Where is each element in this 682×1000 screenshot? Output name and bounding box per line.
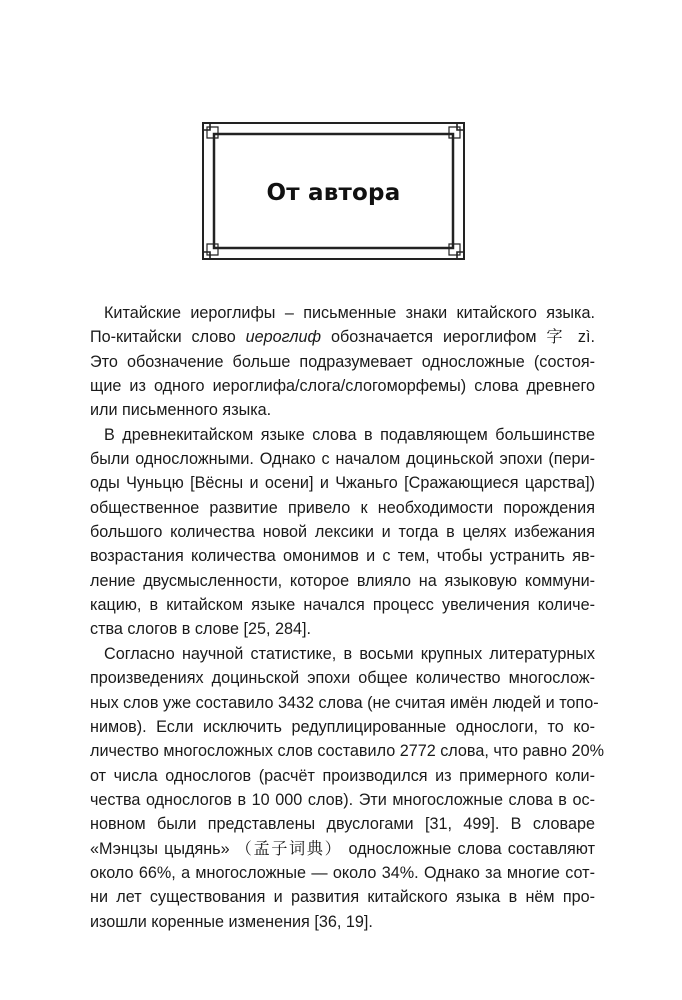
paragraph-3-line: от числа однослогов (расчёт производился из примерного коли- xyxy=(90,766,595,785)
chapter-title: От автора xyxy=(266,180,401,206)
paragraph-2-line: большого количества новой лексики и тогда в целях избежания xyxy=(90,523,595,542)
paragraph-2-line: оды Чуньцю [Вёсны и осени] и Чжаньго [Сражающиеся царства]) xyxy=(90,474,595,493)
paragraph-3-line: нимов). Если исключить редуплицированные однослоги, то ко- xyxy=(90,717,595,736)
body-text xyxy=(90,301,604,934)
paragraph-2-line: кацию, в китайском языке начался процесс увеличения количе- xyxy=(90,596,595,615)
paragraph-2-line: ление двусмысленности, которое влияло на языковую коммуни- xyxy=(90,571,595,590)
paragraph-3-line: «Мэнцзы цыдянь» （孟子词典） односложные слова составляют xyxy=(90,839,595,858)
paragraph-1-line: Это обозначение больше подразумевает односложные (состоя- xyxy=(90,352,595,371)
paragraph-2-line: ства слогов в слове [25, 284]. xyxy=(90,620,312,639)
paragraph-1-line: щие из одного иероглифа/слога/слогоморфемы) слова древнего xyxy=(90,377,595,396)
paragraph-3-line: Согласно научной статистике, в восьми крупных литературных xyxy=(104,644,595,663)
paragraph-2-line: В древнекитайском языке слова в подавляющем большинстве xyxy=(104,425,595,444)
paragraph-3-line: ни лет существования и развития китайского языка в нём про- xyxy=(90,888,595,907)
paragraph-1-line: или письменного языка. xyxy=(90,401,272,420)
paragraph-3-line: новном были представлены двуслогами [31, 499]. В словаре xyxy=(90,815,595,834)
paragraph-3-line: изошли коренные изменения [36, 19]. xyxy=(90,912,373,931)
paragraph-3-line: около 66%, а многосложные — около 34%. Однако за многие сот- xyxy=(90,863,595,882)
paragraph-1-line: Китайские иероглифы – письменные знаки китайского языка. xyxy=(104,304,595,322)
paragraph-3-line: ных слов уже составило 3432 слова (не считая имён людей и топо- xyxy=(90,693,599,712)
paragraph-3-line: личество многосложных слов составило 2772 слова, что равно 20% xyxy=(90,742,604,761)
paragraph-3-line: чества однослогов в 10 000 слов). Эти многосложные слова в ос- xyxy=(90,790,595,809)
heading-frame xyxy=(202,122,465,260)
paragraph-3-line: произведениях доциньской эпохи общее количество многослож- xyxy=(90,669,595,688)
paragraph-2-line: возрастания количества омонимов и с тем, чтобы устранить яв- xyxy=(90,547,595,566)
italic-term: иероглиф xyxy=(245,328,322,347)
paragraph-2-line: были односложными. Однако с началом доциньской эпохи (пери- xyxy=(90,450,595,469)
paragraph-1-line: По-китайски слово иероглиф обозначается иероглифом 字 zì. xyxy=(90,328,595,347)
paragraph-2-line: общественное развитие привело к необходимости порождения xyxy=(90,498,595,517)
